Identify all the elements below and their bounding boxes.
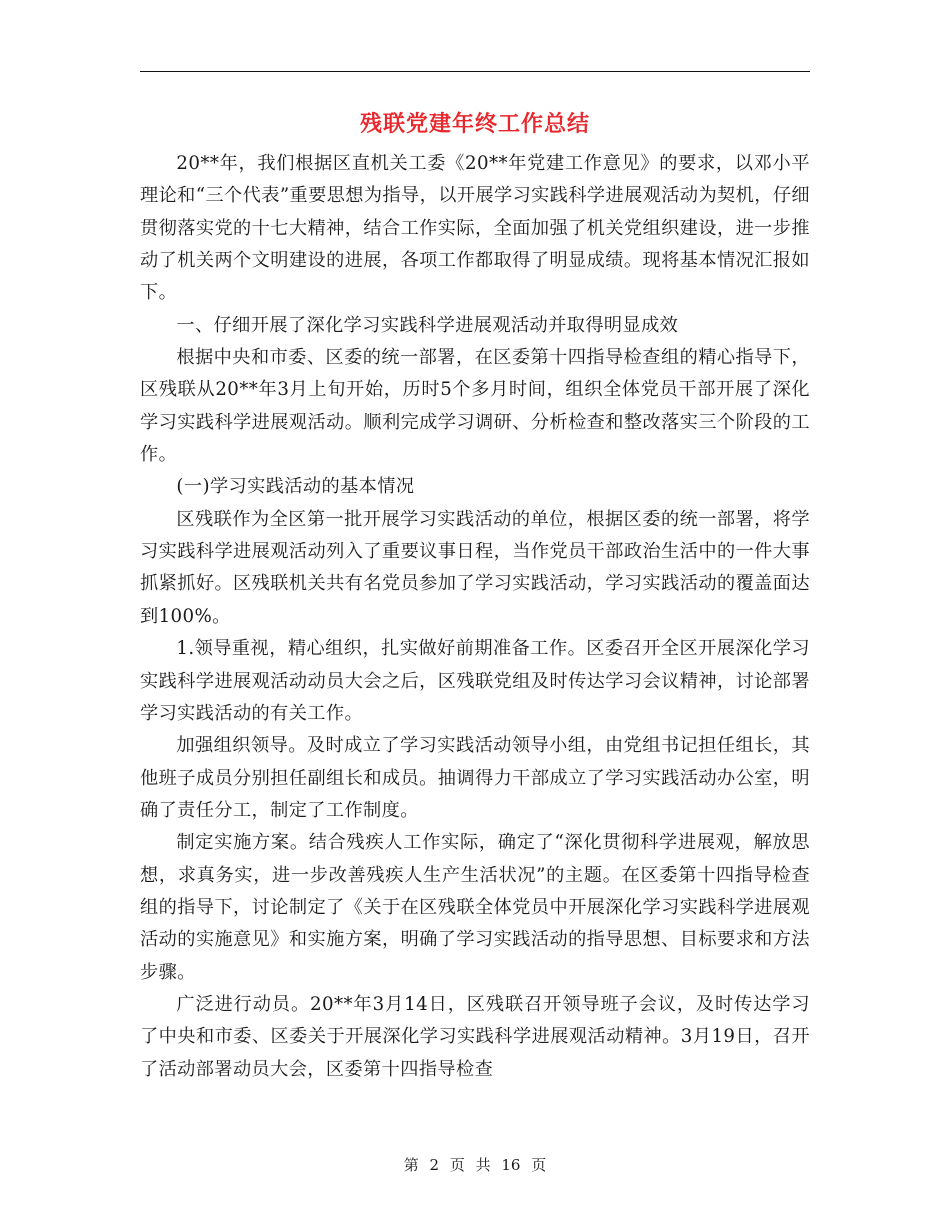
paragraph-mobilization: 广泛进行动员。20**年3月14日，区残联召开领导班子会议，及时传达学习了中央和市委、区委关于开展深化学习实践科学进展观活动精神。3月19日，召开了活动部署动员大会，区委第十四指导检查: [140, 993, 810, 1080]
header-rule: [140, 71, 810, 72]
section-heading-1: 一、仔细开展了深化学习实践科学进展观活动并取得明显成效: [176, 314, 679, 336]
subsection-heading-1: (一)学习实践活动的基本情况: [176, 476, 415, 498]
page-number-footer: 第 2 页 共 16 页: [403, 1156, 547, 1174]
paragraph-item-1: 1.领导重视，精心组织，扎实做好前期准备工作。区委召开全区开展深化学习实践科学进展观活动动员大会之后，区残联党组及时传达学习会议精神，讨论部署学习实践活动的有关工作。: [140, 638, 810, 724]
document-title: 残联党建年终工作总结: [359, 112, 590, 137]
paragraph-basic-situation: 区残联作为全区第一批开展学习实践活动的单位，根据区委的统一部署，将学习实践科学进展观活动列入了重要议事日程，当作党员干部政治生活中的一件大事抓紧抓好。区残联机关共有名党员参加了学习实践活动，学习实践活动的覆盖面达到100%。: [140, 508, 810, 627]
paragraph-section-1: 根据中央和市委、区委的统一部署，在区委第十四指导检查组的精心指导下，区残联从20**年3月上旬开始，历时5个多月时间，组织全体党员干部开展了深化学习实践科学进展观活动。顺利完成学习调研、分析检查和整改落实三个阶段的工作。: [140, 347, 810, 466]
paragraph-plan: 制定实施方案。结合残疾人工作实际，确定了“深化贯彻科学进展观，解放思想，求真务实，进一步改善残疾人生产生活状况”的主题。在区委第十四指导检查组的指导下，讨论制定了《关于在区残联全体党员中开展深化学习实践科学进展观活动的实施意见》和实施方案，明确了学习实践活动的指导思想、目标要求和方法步骤。: [140, 832, 810, 983]
paragraph-intro: 20**年，我们根据区直机关工委《20**年党建工作意见》的要求，以邓小平理论和“三个代表”重要思想为指导，以开展学习实践科学进展观活动为契机，仔细贯彻落实党的十七大精神，结合工作实际，全面加强了机关党组织建设，进一步推动了机关两个文明建设的进展，各项工作都取得了明显成绩。现将基本情况汇报如下。: [140, 153, 810, 304]
paragraph-organization: 加强组织领导。及时成立了学习实践活动领导小组，由党组书记担任组长，其他班子成员分别担任副组长和成员。抽调得力干部成立了学习实践活动办公室，明确了责任分工，制定了工作制度。: [140, 735, 810, 821]
document-body: [140, 148, 810, 1086]
